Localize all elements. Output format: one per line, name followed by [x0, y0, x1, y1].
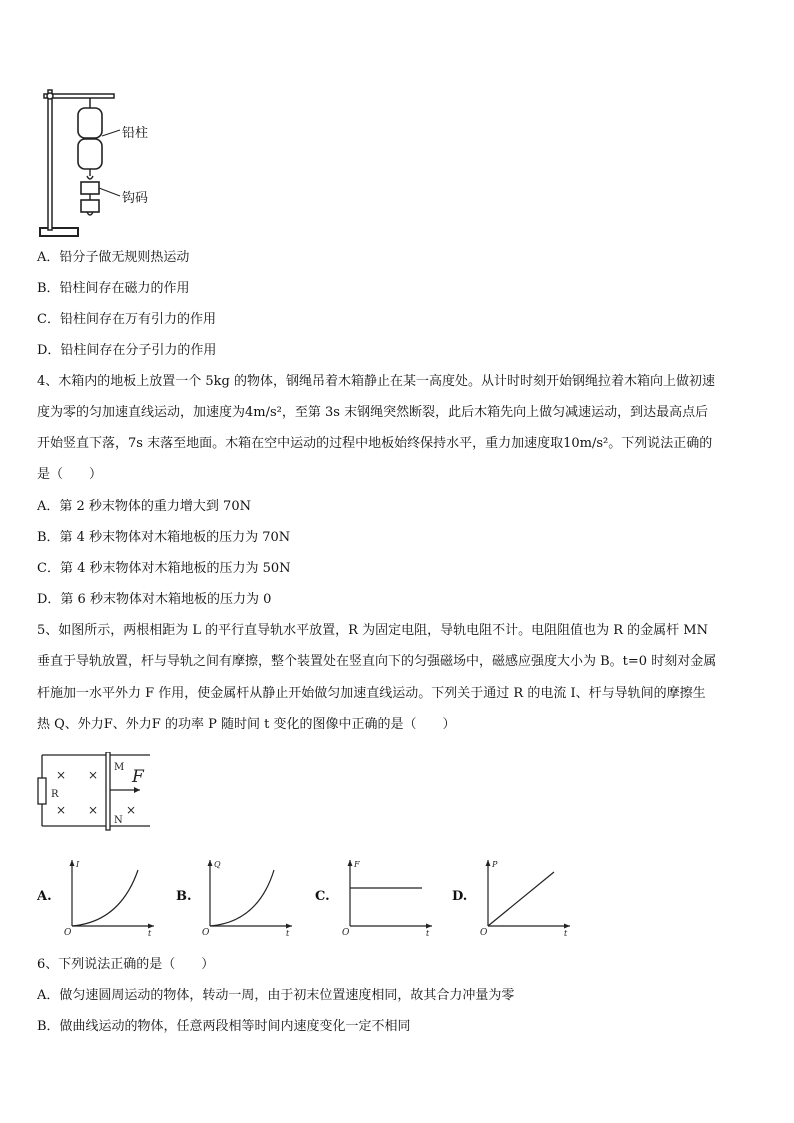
- q4-stem-line-4: 是（ ）: [37, 467, 103, 482]
- svg-text:×: ×: [126, 803, 137, 817]
- q4-stem-line-3: 开始竖直下落，7s 末落至地面。木箱在空中运动的过程中地板始终保持水平，重力加速度取10m/s²。下列说法正确的: [37, 436, 713, 451]
- graph-b: [200, 856, 298, 938]
- rod-bottom-label: N: [114, 815, 123, 826]
- svg-text:P: P: [492, 860, 498, 869]
- svg-text:O: O: [64, 928, 72, 938]
- svg-text:I: I: [76, 860, 80, 869]
- svg-text:×: ×: [56, 768, 67, 782]
- q4-option-c: C．第 4 秒末物体对木箱地板的压力为 50N: [37, 561, 291, 576]
- svg-text:×: ×: [88, 803, 99, 817]
- q4-stem-line-2: 度为零的匀加速直线运动，加速度为4m/s²，至第 3s 末钢绳突然断裂，此后木箱先向上做匀减速运动，到达最高点后: [37, 405, 709, 420]
- q3-option-d: D．铅柱间存在分子引力的作用: [37, 343, 217, 358]
- graph-a-curve: [72, 870, 138, 926]
- graph-c-option: C.: [315, 889, 330, 904]
- svg-text:t: t: [564, 929, 568, 938]
- resistor-label: R: [51, 789, 59, 800]
- weight-label: 钩码: [122, 191, 149, 206]
- q5-stem-line-3: 杆施加一水平外力 F 作用，使金属杆从静止开始做匀加速直线运动。下列关于通过 R 的电流 I、杆与导轨间的摩擦生: [37, 686, 706, 701]
- q3-option-a: A．铅分子做无规则热运动: [37, 250, 190, 265]
- q6-stem: 6、下列说法正确的是（ ）: [37, 957, 215, 972]
- graph-d-option: D.: [452, 889, 468, 904]
- graph-a-option: A.: [37, 889, 52, 904]
- force-label: F: [132, 767, 144, 787]
- q6-option-a: A．做匀速圆周运动的物体，转动一周，由于初末位置速度相同，故其合力冲量为零: [37, 988, 515, 1003]
- q3-option-b: B．铅柱间存在磁力的作用: [37, 281, 190, 296]
- q4-stem-line-1: 4、木箱内的地板上放置一个 5kg 的物体，钢绳吊着木箱静止在某一高度处。从计时时刻开始钢绳拉着木箱向上做初速: [37, 374, 716, 389]
- lead-column-stand-figure: [36, 84, 166, 244]
- svg-text:O: O: [202, 928, 210, 938]
- q4-option-d: D．第 6 秒末物体对木箱地板的压力为 0: [37, 592, 272, 607]
- q5-stem-line-1: 5、如图所示，两根相距为 L 的平行直导轨水平放置，R 为固定电阻，导轨电阻不计。电阻阻值也为 R 的金属杆 MN: [37, 623, 708, 638]
- rod-top-label: M: [114, 762, 125, 773]
- graph-d-line: [488, 872, 554, 926]
- q4-option-b: B．第 4 秒末物体对木箱地板的压力为 70N: [37, 530, 291, 545]
- svg-text:O: O: [342, 928, 350, 938]
- q5-stem-line-4: 热 Q、外力F、外力F 的功率 P 随时间 t 变化的图像中正确的是（ ）: [37, 717, 456, 732]
- svg-text:×: ×: [56, 803, 67, 817]
- svg-text:Q: Q: [214, 860, 221, 869]
- graph-b-curve: [210, 870, 274, 926]
- rail-circuit-figure: [36, 752, 156, 832]
- svg-text:×: ×: [88, 768, 99, 782]
- svg-text:t: t: [426, 929, 430, 938]
- q3-option-c: C．铅柱间存在万有引力的作用: [37, 312, 216, 327]
- graph-c: [340, 856, 438, 938]
- q5-stem-line-2: 垂直于导轨放置，杆与导轨之间有摩擦，整个装置处在竖直向下的匀强磁场中，磁感应强度大小为 B。t=0 时刻对金属: [37, 654, 717, 669]
- graph-b-option: B.: [176, 889, 192, 904]
- svg-text:t: t: [148, 929, 152, 938]
- graph-d: [478, 856, 576, 938]
- svg-text:F: F: [354, 860, 360, 869]
- svg-text:O: O: [480, 928, 488, 938]
- q6-option-b: B．做曲线运动的物体，任意两段相等时间内速度变化一定不相同: [37, 1019, 411, 1034]
- q4-option-a: A．第 2 秒末物体的重力增大到 70N: [37, 499, 251, 514]
- lead-column-label: 铅柱: [122, 126, 149, 141]
- svg-text:t: t: [286, 929, 290, 938]
- graph-a: [62, 856, 160, 938]
